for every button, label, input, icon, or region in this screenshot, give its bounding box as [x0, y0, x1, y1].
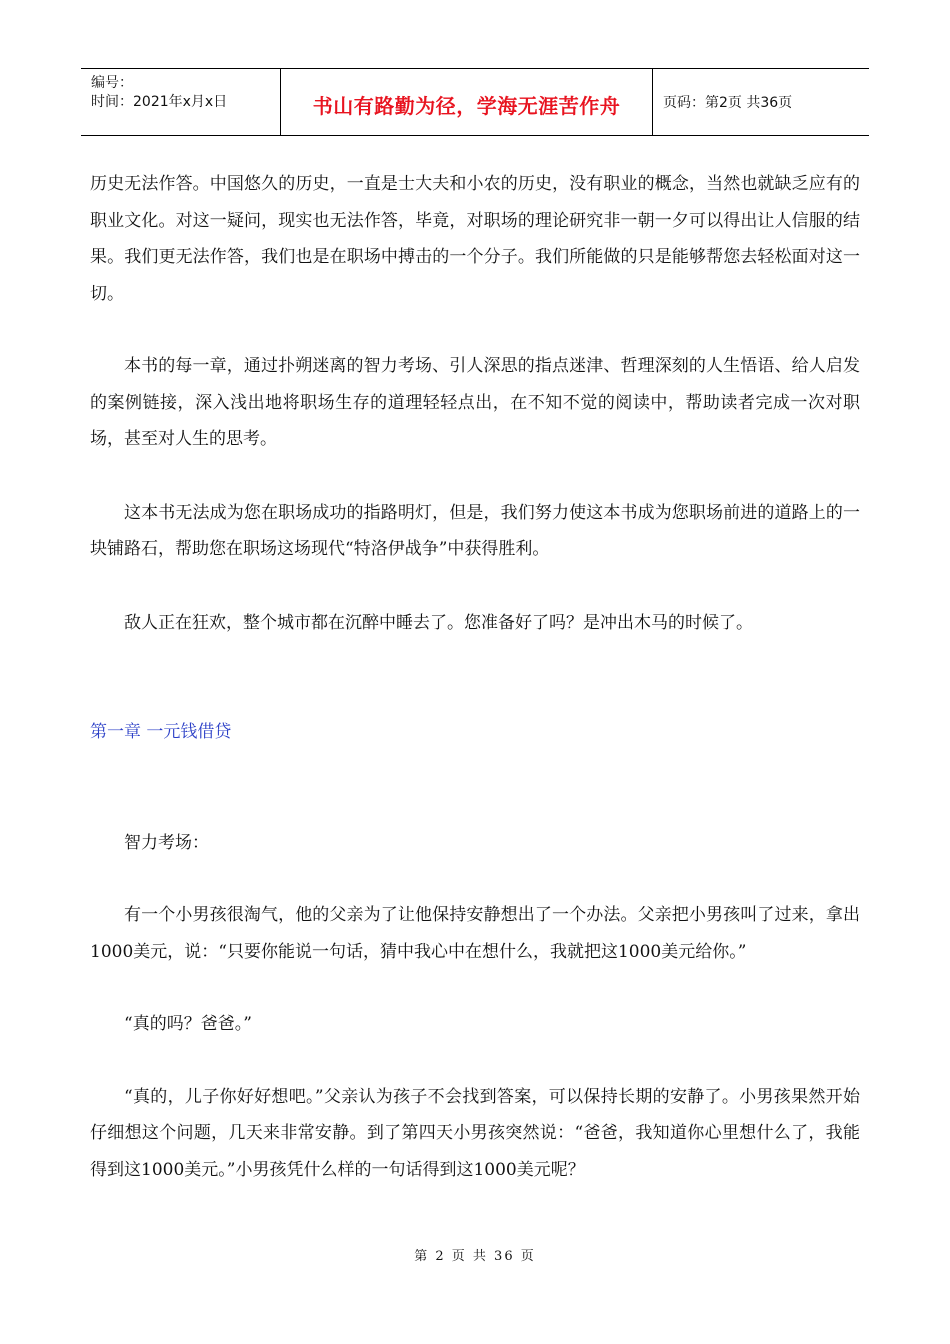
section-label: 智力考场： — [124, 832, 209, 853]
document-date-label: 时间：2021年x月x日 — [91, 94, 228, 110]
chapter-heading: 第一章 一元钱借贷 — [90, 722, 232, 742]
document-number-label: 编号： — [91, 75, 133, 91]
paragraph-continued: 历史无法作答。中国悠久的历史，一直是士大夫和小农的历史，没有职业的概念，当然也就缺乏应有的职业文化。对这一疑问，现实也无法作答，毕竟，对职场的理论研究非一朝一夕可以得出让人信服的结果。我们更无法作答，我们也是在职场中搏击的一个分子。我们所能做的只是能够帮您去轻松面对这一切。 — [90, 174, 860, 304]
page-footer: 第 2 页 共 36 页 — [414, 1249, 536, 1264]
paragraph: 有一个小男孩很淘气，他的父亲为了让他保持安静想出了一个办法。父亲把小男孩叫了过来，拿出1000美元，说：“只要你能说一句话，猜中我心中在想什么，我就把这1000美元给你。” — [90, 905, 860, 962]
paragraph: “真的，儿子你好好想吧。”父亲认为孩子不会找到答案，可以保持长期的安静了。小男孩果然开始仔细想这个问题，几天来非常安静。到了第四天小男孩突然说：“爸爸，我知道你心里想什么了，我能得到这1000美元。”小男孩凭什么样的一句话得到这1000美元呢？ — [90, 1086, 860, 1180]
document-body — [90, 166, 860, 1188]
header-table — [81, 68, 869, 136]
paragraph: 这本书无法成为您在职场成功的指路明灯，但是，我们努力使这本书成为您职场前进的道路上的一块铺路石，帮助您在职场这场现代“特洛伊战争”中获得胜利。 — [90, 502, 860, 559]
dialogue-line: “真的吗？爸爸。” — [124, 1014, 252, 1034]
header-page-info: 页码：第2页 共36页 — [663, 95, 793, 111]
paragraph: 本书的每一章，通过扑朔迷离的智力考场、引人深思的指点迷津、哲理深刻的人生悟语、给人启发的案例链接，深入浅出地将职场生存的道理轻轻点出，在不知不觉的阅读中，帮助读者完成一次对职场，甚至对人生的思考。 — [90, 356, 860, 449]
header-meta-cell — [81, 69, 281, 135]
header-motto: 书山有路勤为径，学海无涯苦作舟 — [281, 69, 653, 135]
paragraph: 敌人正在狂欢，整个城市都在沉醉中睡去了。您准备好了吗？是冲出木马的时候了。 — [124, 612, 753, 633]
